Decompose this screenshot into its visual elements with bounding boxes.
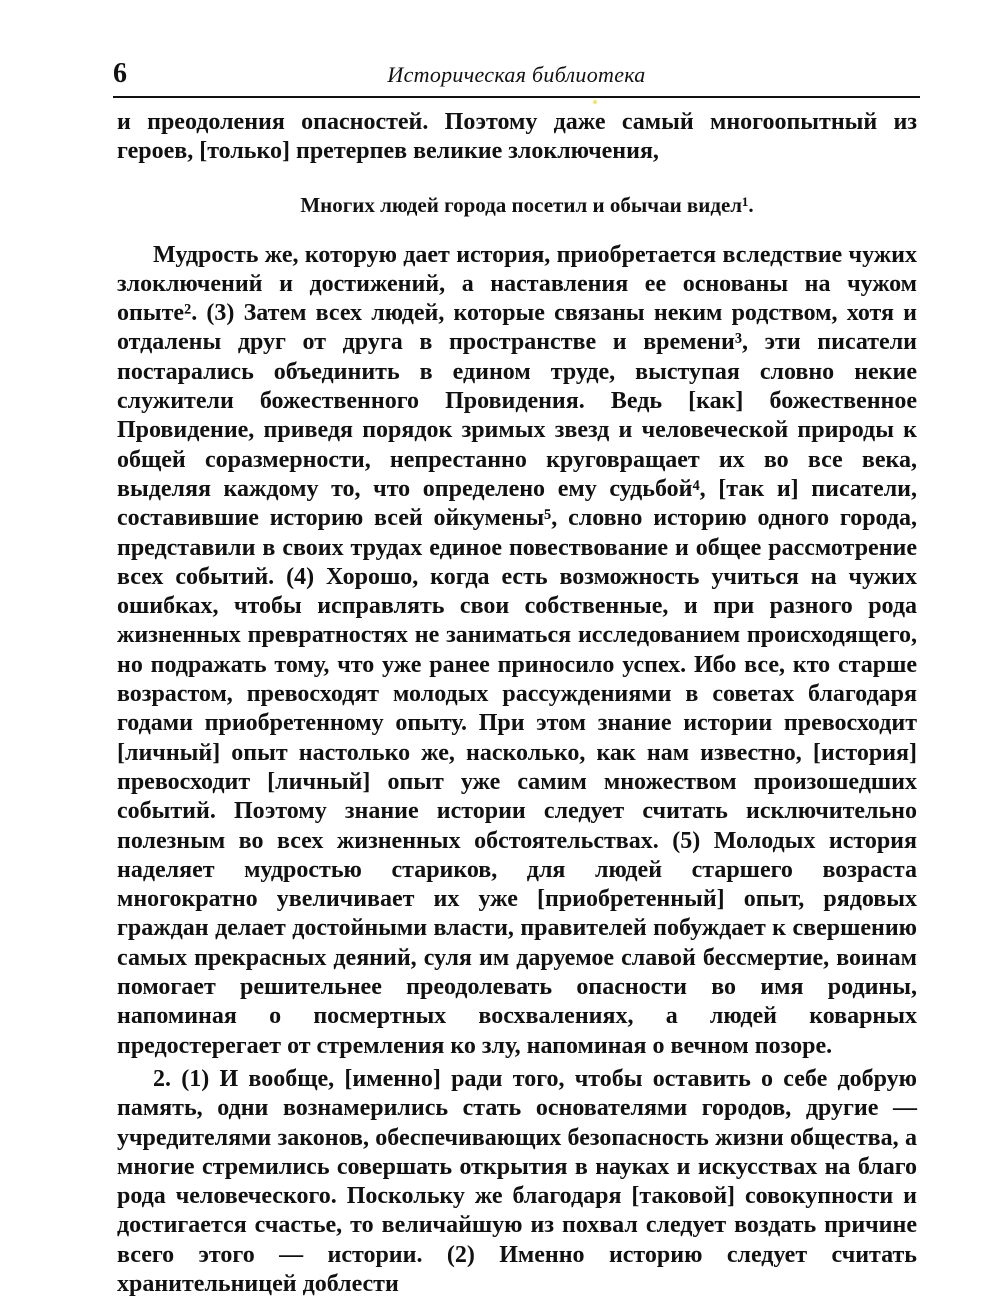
paragraph-2: 2. (1) И вообще, [именно] ради того, чтобы оставить о себе добрую память, одни вознамерились стать основателями городов, другие — учредителями законов, обеспечивающих безопасность жизни общества, а многие стремились совершать открытия в науках и искусствах на благо рода человеческого. Поскольку же благодаря [таковой] совокупности и достигается счастье, то величайшую из похвал следует воздать причине всего этого — истории. (2) Именно историю следует считать хранительницей доблести xyxy=(117,1065,917,1297)
running-title: Историческая библиотека xyxy=(387,62,646,87)
opening-paragraph: и преодоления опасностей. Поэтому даже самый многоопытный из героев, [только] претерпев великие злоключения, xyxy=(117,109,917,165)
verse-quotation: Многих людей города посетил и обычаи видел¹. xyxy=(300,192,754,217)
page-number: 6 xyxy=(113,58,127,89)
main-text xyxy=(117,108,917,1299)
print-speck xyxy=(593,100,597,104)
paragraph-1: Мудрость же, которую дает история, приобретается вследствие чужих злоключений и достижений, а наставления ее основаны на чужом опыте². (3) Затем всех людей, которые связаны неким родством, хотя и отдалены друг от друга в пространстве и времени³, эти писатели постарались объединить в едином труде, выступая словно некие служители божественного Провидения. Ведь [как] божественное Провидение, приведя порядок зримых звезд и человеческой природы к общей соразмерности, непрестанно круговращает их во все века, выделяя каждому то, что определено ему судьбой⁴, [так и] писатели, составившие историю всей ойкумены⁵, словно историю одного города, представили в своих трудах единое повествование и общее рассмотрение всех событий. (4) Хорошо, когда есть возможность учиться на чужих ошибках, чтобы исправлять свои собственные, и при разного рода жизненных превратностях не заниматься исследованием происходящего, но подражать тому, что уже ранее приносило успех. Ибо все, кто старше возрастом, превосходят молодых рассуждениями в советах благодаря годами приобретенному опыту. При этом знание истории превосходит [личный] опыт настолько же, насколько, как нам известно, [история] превосходит [личный] опыт уже самим множеством произошедших событий. Поэтому знание истории следует считать исключительно полезным во всех жизненных обстоятельствах. (5) Молодых история наделяет мудростью стариков, для людей старшего возраста многократно увеличивает их уже [приобретенный] опыт, рядовых граждан делает достойными власти, правителей побуждает к свершению самых прекрасных деяний, суля им даруемое славой бессмертие, воинам помогает решительнее преодолевать опасности во имя родины, напоминая о посмертных восхвалениях, а людей коварных предостерегает от стремления ко злу, напоминая о вечном позоре. xyxy=(117,241,917,1059)
page-header xyxy=(113,58,920,98)
